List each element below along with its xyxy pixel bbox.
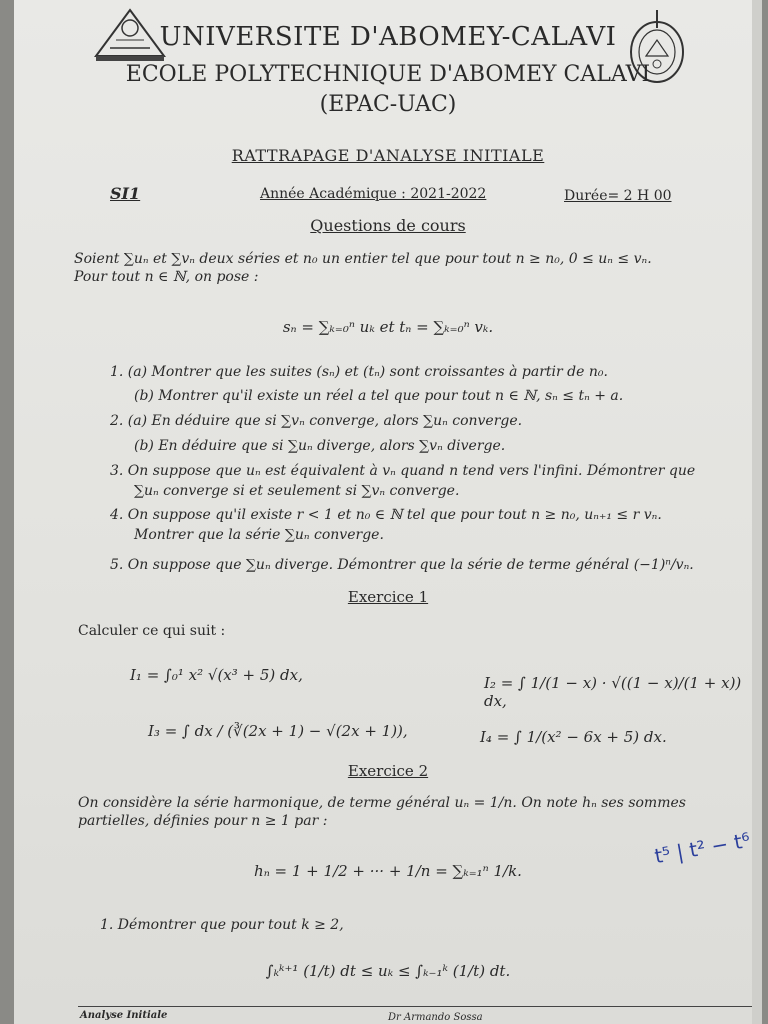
question-4-line2: Montrer que la série ∑uₙ converge. — [134, 527, 384, 543]
footer-course: Analyse Initiale — [80, 1010, 168, 1021]
question-1a: 1. (a) Montrer que les suites (sₙ) et (tₙ) sont croissantes à partir de n₀. — [110, 364, 608, 380]
exercise2-question-1: 1. Démontrer que pour tout k ≥ 2, — [100, 917, 344, 933]
question-2b: (b) En déduire que si ∑uₙ diverge, alors ∑vₙ diverge. — [134, 438, 506, 454]
question-2a: 2. (a) En déduire que si ∑vₙ converge, alors ∑uₙ converge. — [110, 413, 523, 429]
class-label: SI1 — [110, 184, 141, 203]
page-edge-shadow — [752, 0, 762, 1024]
questions-intro-line1: Soient ∑uₙ et ∑vₙ deux séries et n₀ un entier tel que pour tout n ≥ n₀, 0 ≤ uₙ ≤ vₙ. — [74, 251, 652, 267]
exam-title: RATTRAPAGE D'ANALYSE INITIALE — [231, 146, 545, 165]
questions-intro-line2: Pour tout n ∈ ℕ, on pose : — [74, 269, 259, 285]
integral-I4: I₄ = ∫ 1/(x² − 6x + 5) dx. — [480, 728, 667, 746]
school-name: ECOLE POLYTECHNIQUE D'ABOMEY CALAVI — [125, 62, 651, 87]
integral-inequality: ∫ₖᵏ⁺¹ (1/t) dt ≤ uₖ ≤ ∫ₖ₋₁ᵏ (1/t) dt. — [265, 962, 511, 980]
academic-year: Année Académique : 2021-2022 — [260, 186, 487, 202]
integral-I2: I₂ = ∫ 1/(1 − x) · √((1 − x)/(1 + x)) dx, — [484, 674, 742, 710]
integral-I3: I₃ = ∫ dx / (∛(2x + 1) − √(2x + 1)), — [148, 722, 408, 740]
handwritten-annotation: t⁵ | t² − t⁶ — [652, 827, 752, 869]
display-formula-sn-tn: sₙ = ∑ₖ₌₀ⁿ uₖ et tₙ = ∑ₖ₌₀ⁿ vₖ. — [282, 318, 494, 336]
question-3-line1: 3. On suppose que uₙ est équivalent à vₙ quand n tend vers l'infini. Démontrer que — [110, 463, 696, 479]
exercise2-line1: On considère la série harmonique, de terme général uₙ = 1/n. On note hₙ ses sommes — [78, 795, 686, 811]
question-4-line1: 4. On suppose qu'il existe r < 1 et n₀ ∈ ℕ tel que pour tout n ≥ n₀, uₙ₊₁ ≤ r vₙ. — [110, 507, 662, 523]
question-1b: (b) Montrer qu'il existe un réel a tel que pour tout n ∈ ℕ, sₙ ≤ tₙ + a. — [134, 388, 624, 404]
footer-author: Dr Armando Sossa — [388, 1012, 483, 1023]
questions-title: Questions de cours — [310, 216, 466, 235]
exam-sheet — [14, 0, 762, 1024]
school-abbreviation: (EPAC-UAC) — [319, 92, 457, 117]
exercise2-title: Exercice 2 — [347, 762, 429, 780]
harmonic-sum-formula: hₙ = 1 + 1/2 + ··· + 1/n = ∑ₖ₌₁ⁿ 1/k. — [254, 862, 522, 880]
duration: Durée= 2 H 00 — [564, 188, 672, 204]
exercise2-line2: partielles, définies pour n ≥ 1 par : — [78, 813, 328, 829]
exercise1-title: Exercice 1 — [347, 588, 429, 606]
question-3-line2: ∑uₙ converge si et seulement si ∑vₙ converge. — [134, 483, 460, 499]
exercise1-intro: Calculer ce qui suit : — [78, 623, 226, 639]
integral-I1: I₁ = ∫₀¹ x² √(x³ + 5) dx, — [130, 666, 303, 684]
footer-divider — [78, 1006, 762, 1007]
university-name: UNIVERSITE D'ABOMEY-CALAVI — [159, 22, 617, 52]
question-5: 5. On suppose que ∑uₙ diverge. Démontrer que la série de terme général (−1)ⁿ/vₙ. — [110, 557, 694, 573]
